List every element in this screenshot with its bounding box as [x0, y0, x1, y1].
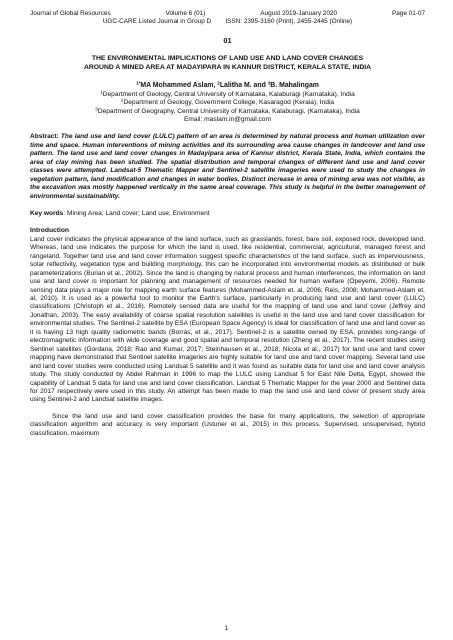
author-sup: 2	[217, 80, 220, 86]
title-line: AROUND A MINED AREA AT MADAYIPARA IN KANNUR DISTRICT, KERALA STATE, INDIA	[83, 63, 372, 71]
author-email: Email: maslam.in@gmail.com	[184, 116, 271, 123]
article-number: 01	[223, 36, 232, 45]
author-name: MA Mohammed Aslam,	[140, 82, 216, 90]
author-list	[30, 82, 425, 91]
affiliation-sup: 1	[100, 89, 103, 95]
affiliation-text: Department of Geology, Central University of Karnataka, Kalaburagi (Karnataka), India	[102, 90, 355, 98]
journal-volume: Volume 6 (01)	[165, 10, 206, 17]
title-line: THE ENVIRONMENTAL IMPLICATIONS OF LAND USE AND LAND COVER CHANGES	[91, 55, 364, 62]
ugc-listing: UGC-CARE Listed Journal in Group D	[102, 18, 212, 25]
abstract	[30, 133, 425, 201]
affiliation	[30, 108, 425, 116]
running-header-2	[30, 18, 425, 26]
running-header	[30, 10, 425, 18]
affiliation	[30, 99, 425, 107]
abstract-label: Abstract:	[30, 133, 59, 141]
journal-date: August 2019-January 2020	[260, 10, 338, 17]
affiliation	[30, 91, 425, 99]
keywords	[30, 210, 425, 218]
journal-name: Journal of Global Resources	[30, 10, 111, 17]
keywords-text: : Mining Area; Land cover; Land use; Environment	[63, 210, 210, 218]
abstract-text: The land use and land cover (LULC) pattern of an area is determined by natural process and human utilization over time and space. Human interventions of mining activities and its surrounding area cause changes in landcover and land use pattern. The land use and land cover changes in Madayipara area of Kannur district, Kerala State, India, which contains the area of clay mining has been studied. The spatial distribution and temporal changes of different land use and land cover classes were attempted. Landsat-5 Thematic Mapper and Sentinel-2 satellite imageries were used to study the changes in vegetation pattern, land modification and changes in water bodies. Distinct increase in area of mining area was not visible, as the excavation was mostly happened vertically in the same areal coverage. This study is helpful in the better management of environmental sustainability.	[30, 133, 425, 200]
paper-title	[30, 55, 425, 72]
author-name: B. Mahalingam	[270, 82, 319, 90]
author-sup: 1*	[136, 80, 141, 86]
author-name: Lalitha M.	[219, 82, 252, 90]
author-conjunction: and	[253, 82, 266, 90]
affiliation-sup: 3	[95, 106, 98, 112]
affiliation-sup: 2	[120, 97, 124, 103]
affiliation-text: Department of Geology, Government College, Kasaragod (Kerala), India	[123, 99, 335, 107]
body-paragraph: Land cover indicates the physical appearance of the land surface, such as grasslands, forest, bare soil, exposed rock, developed land. Whereas, land use indicates the purpose for which the land is used, like residential, commercial, agricultural, managed forest and rangeland. Together land use and land cover information suggest specific characteristics of the land surface, such as imperviousness, solar reflectivity, vegetation type and building morphology, this can be incorporated into environmental models as distributed or bulk parameterizations (Burian et al., 2002). Since the land is changing by natural process and human interferences, the information on land use and land cover is important for planning and management of resources needed for human welfare (Opeyemi, 2006). Remote sensing data plays a major role for mapping earth surface features (Mohammed-Aslam et. al, 2006; Reis, 2008; Mohammed-Aslam et. al, 2010). It is used as a powerful tool to monitor the Earth's surface, particularly in producing land use and land cover (LULC) classifications (Christoph et al., 2016). Remotely sensed data are useful for the mapping of land use and land cover (Jeffrey and Jonathan, 2003). The easy availability of coarse spatial resolution satellites is useful in the land use and land cover classification for environmental studies. The Sentinel-2 satellite by ESA (European Space Agency) is ideal for classification of land use and land cover as it is having 13 high quality radiometric bands (Borràs, et al., 2017). Sentinel-2 is a satellite owned by ESA, provides long-range of electromagnetic information with wide coverage and good spatial and temporal resolution (Zheng et al., 2017). The recent studies using Sentinel satellites (Gordana, 2018; Rao and Kumar, 2017; Steinhausen et al., 2018; Nicola et al., 2017) for land use and land cover mapping have demonstrated that Sentinel satellite imageries are highly suitable for land use and land cover mapping. Several land use and land cover studies were conducted using Landsat 5 satellite and it was found as suitable data for land use and land cover analysis study. The study conducted by Abdel Rahman in 1996 to map the LULC using Landsat 5 for East Nile Delta, Egypt, showed the capability of Landsat 5 data for land use and land cover classification. Landsat 5 Thematic Mapper for the year 2000 and Sentinel data for 2017 respectively were used in this study. An attempt has been made to map the land use and land cover of present study area using Sentinel-2 and Landsat satellite images.	[30, 235, 425, 404]
section-heading: Introduction	[30, 227, 70, 235]
affiliation-text: Department of Geography, Central University of Karnataka, Kalaburagi, (Karnataka), India	[97, 107, 360, 115]
journal-pages: Page 01-07	[391, 10, 425, 17]
keywords-label: Key words	[30, 210, 64, 218]
body-paragraph: Since the land use and land cover classification provides the base for many applications, the selection of appropriate classification algorithm and accuracy is very important (Ustuner et al., 2015) in this process. Supervised, unsupervised, hybrid classification, maximum	[30, 412, 425, 437]
paper-page	[30, 10, 425, 438]
page-number: 1	[224, 625, 229, 632]
affiliations	[30, 91, 425, 125]
author-sup: 3	[267, 80, 271, 86]
issn: ISSN: 2395-3160 (Print), 2455-2445 (Online)	[225, 18, 353, 25]
